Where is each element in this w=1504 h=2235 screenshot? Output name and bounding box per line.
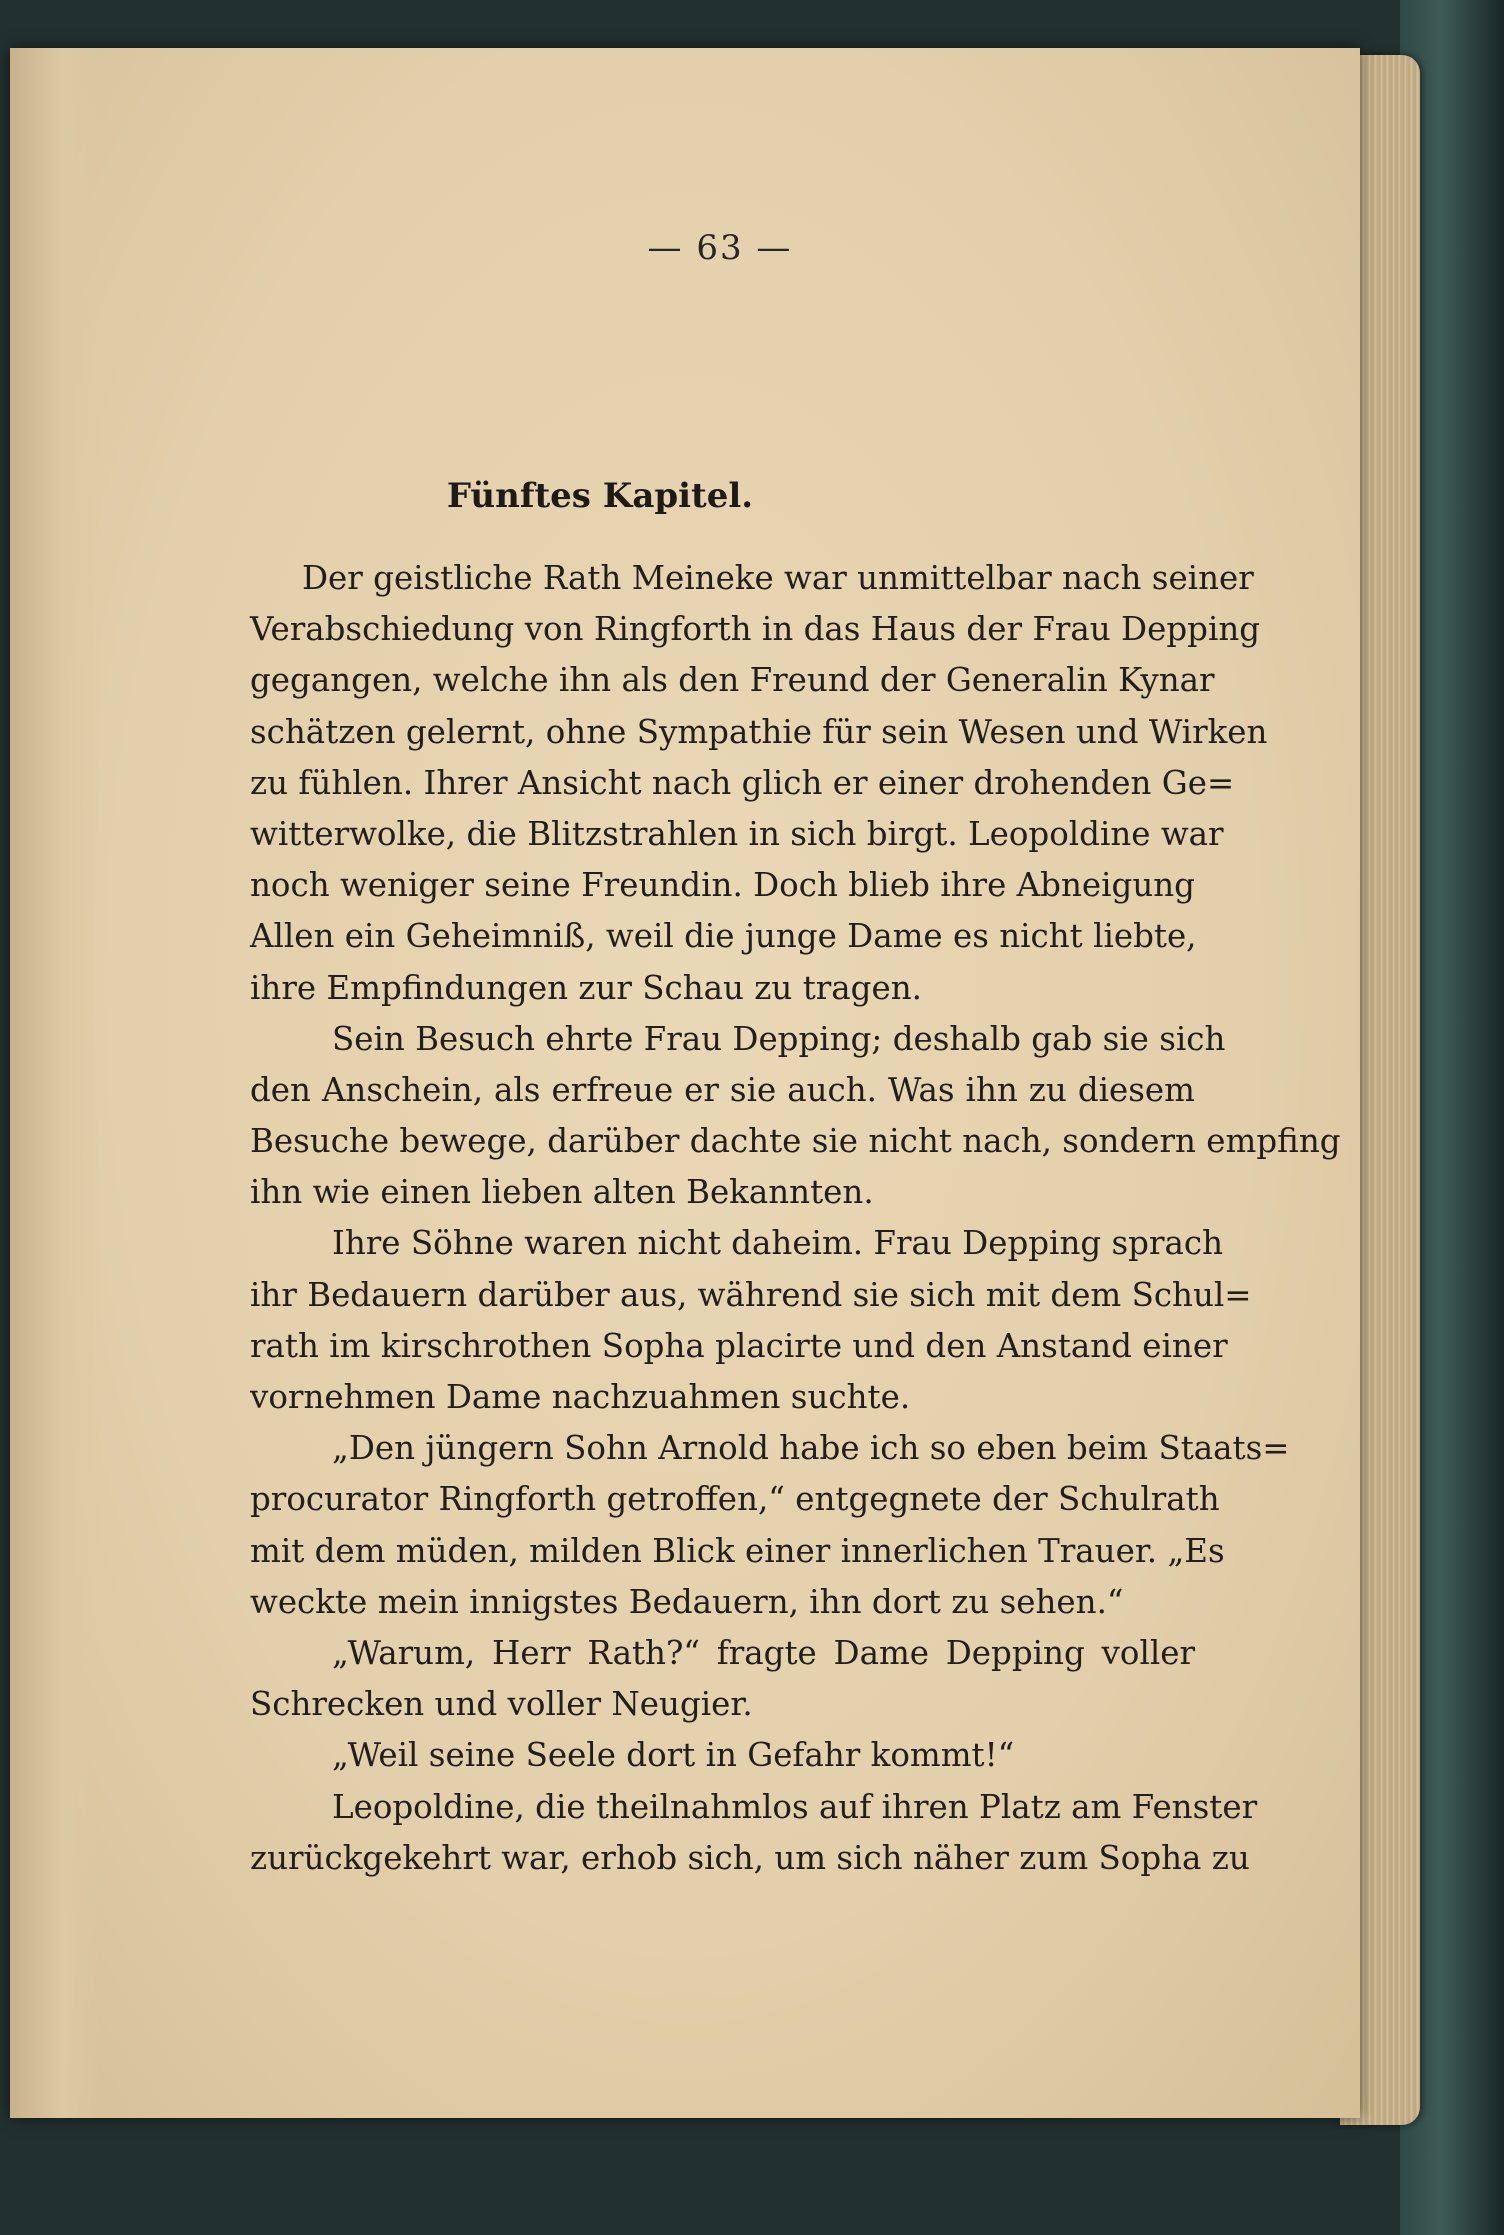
text-line: zu fühlen. Ihrer Ansicht nach glich er einer drohenden Ge= — [250, 763, 1235, 802]
text-line: procurator Ringforth getroffen,“ entgegnete der Schulrath — [250, 1480, 1220, 1519]
text-line: Allen ein Geheimniß, weil die junge Dame es nicht liebte, — [250, 917, 1197, 956]
text-line: „Den jüngern Sohn Arnold habe ich so eben beim Staats= — [332, 1429, 1290, 1468]
text-line: den Anschein, als erfreue er sie auch. Was ihn zu diesem — [250, 1070, 1195, 1109]
text-line: Der geistliche Rath Meineke war unmittelbar nach seiner — [302, 559, 1254, 597]
text-line: ihr Bedauern darüber aus, während sie sich mit dem Schul= — [250, 1275, 1252, 1314]
text-line: weckte mein innigstes Bedauern, ihn dort zu sehen.“ — [250, 1582, 1124, 1621]
text-line: ihn wie einen lieben alten Bekannten. — [250, 1173, 874, 1212]
text-line: Ihre Söhne waren nicht daheim. Frau Depping sprach — [332, 1224, 1224, 1263]
text-line: rath im kirschrothen Sopha placirte und den Anstand einer — [250, 1326, 1228, 1365]
text-line: mit dem müden, milden Blick einer innerlichen Trauer. „Es — [250, 1531, 1225, 1570]
text-line: „Weil seine Seele dort in Gefahr kommt!“ — [332, 1736, 1015, 1775]
text-line: vornehmen Dame nachzuahmen suchte. — [250, 1378, 911, 1416]
chapter-title: Fünftes Kapitel. — [446, 476, 754, 516]
text-line: noch weniger seine Freundin. Doch blieb ihre Abneigung — [250, 866, 1195, 905]
text-line: Verabschiedung von Ringforth in das Haus der Frau Depping — [250, 610, 1261, 649]
text-line: zurückgekehrt war, erhob sich, um sich näher zum Sopha zu — [250, 1838, 1250, 1877]
text-line: Besuche bewege, darüber dachte sie nicht nach, sondern empfing — [250, 1122, 1341, 1161]
text-line: Schrecken und voller Neugier. — [250, 1685, 753, 1724]
text-line: gegangen, welche ihn als den Freund der Generalin Kynar — [250, 661, 1215, 700]
body-text — [250, 553, 1341, 1884]
text-line: witterwolke, die Blitzstrahlen in sich birgt. Leopoldine war — [250, 814, 1224, 853]
text-line: schätzen gelernt, ohne Sympathie für sein Wesen und Wirken — [250, 712, 1268, 751]
text-line: ihre Empfindungen zur Schau zu tragen. — [250, 968, 922, 1007]
text-line: Leopoldine, die theilnahmlos auf ihren Platz am Fenster — [332, 1787, 1258, 1826]
text-line: Sein Besuch ehrte Frau Depping; deshalb gab sie sich — [332, 1019, 1226, 1058]
text-line: „Warum, Herr Rath?“ fragte Dame Depping voller — [332, 1633, 1195, 1672]
page-gutter — [10, 48, 100, 2118]
page-number: — 63 — — [647, 228, 793, 268]
book-page — [10, 48, 1360, 2118]
